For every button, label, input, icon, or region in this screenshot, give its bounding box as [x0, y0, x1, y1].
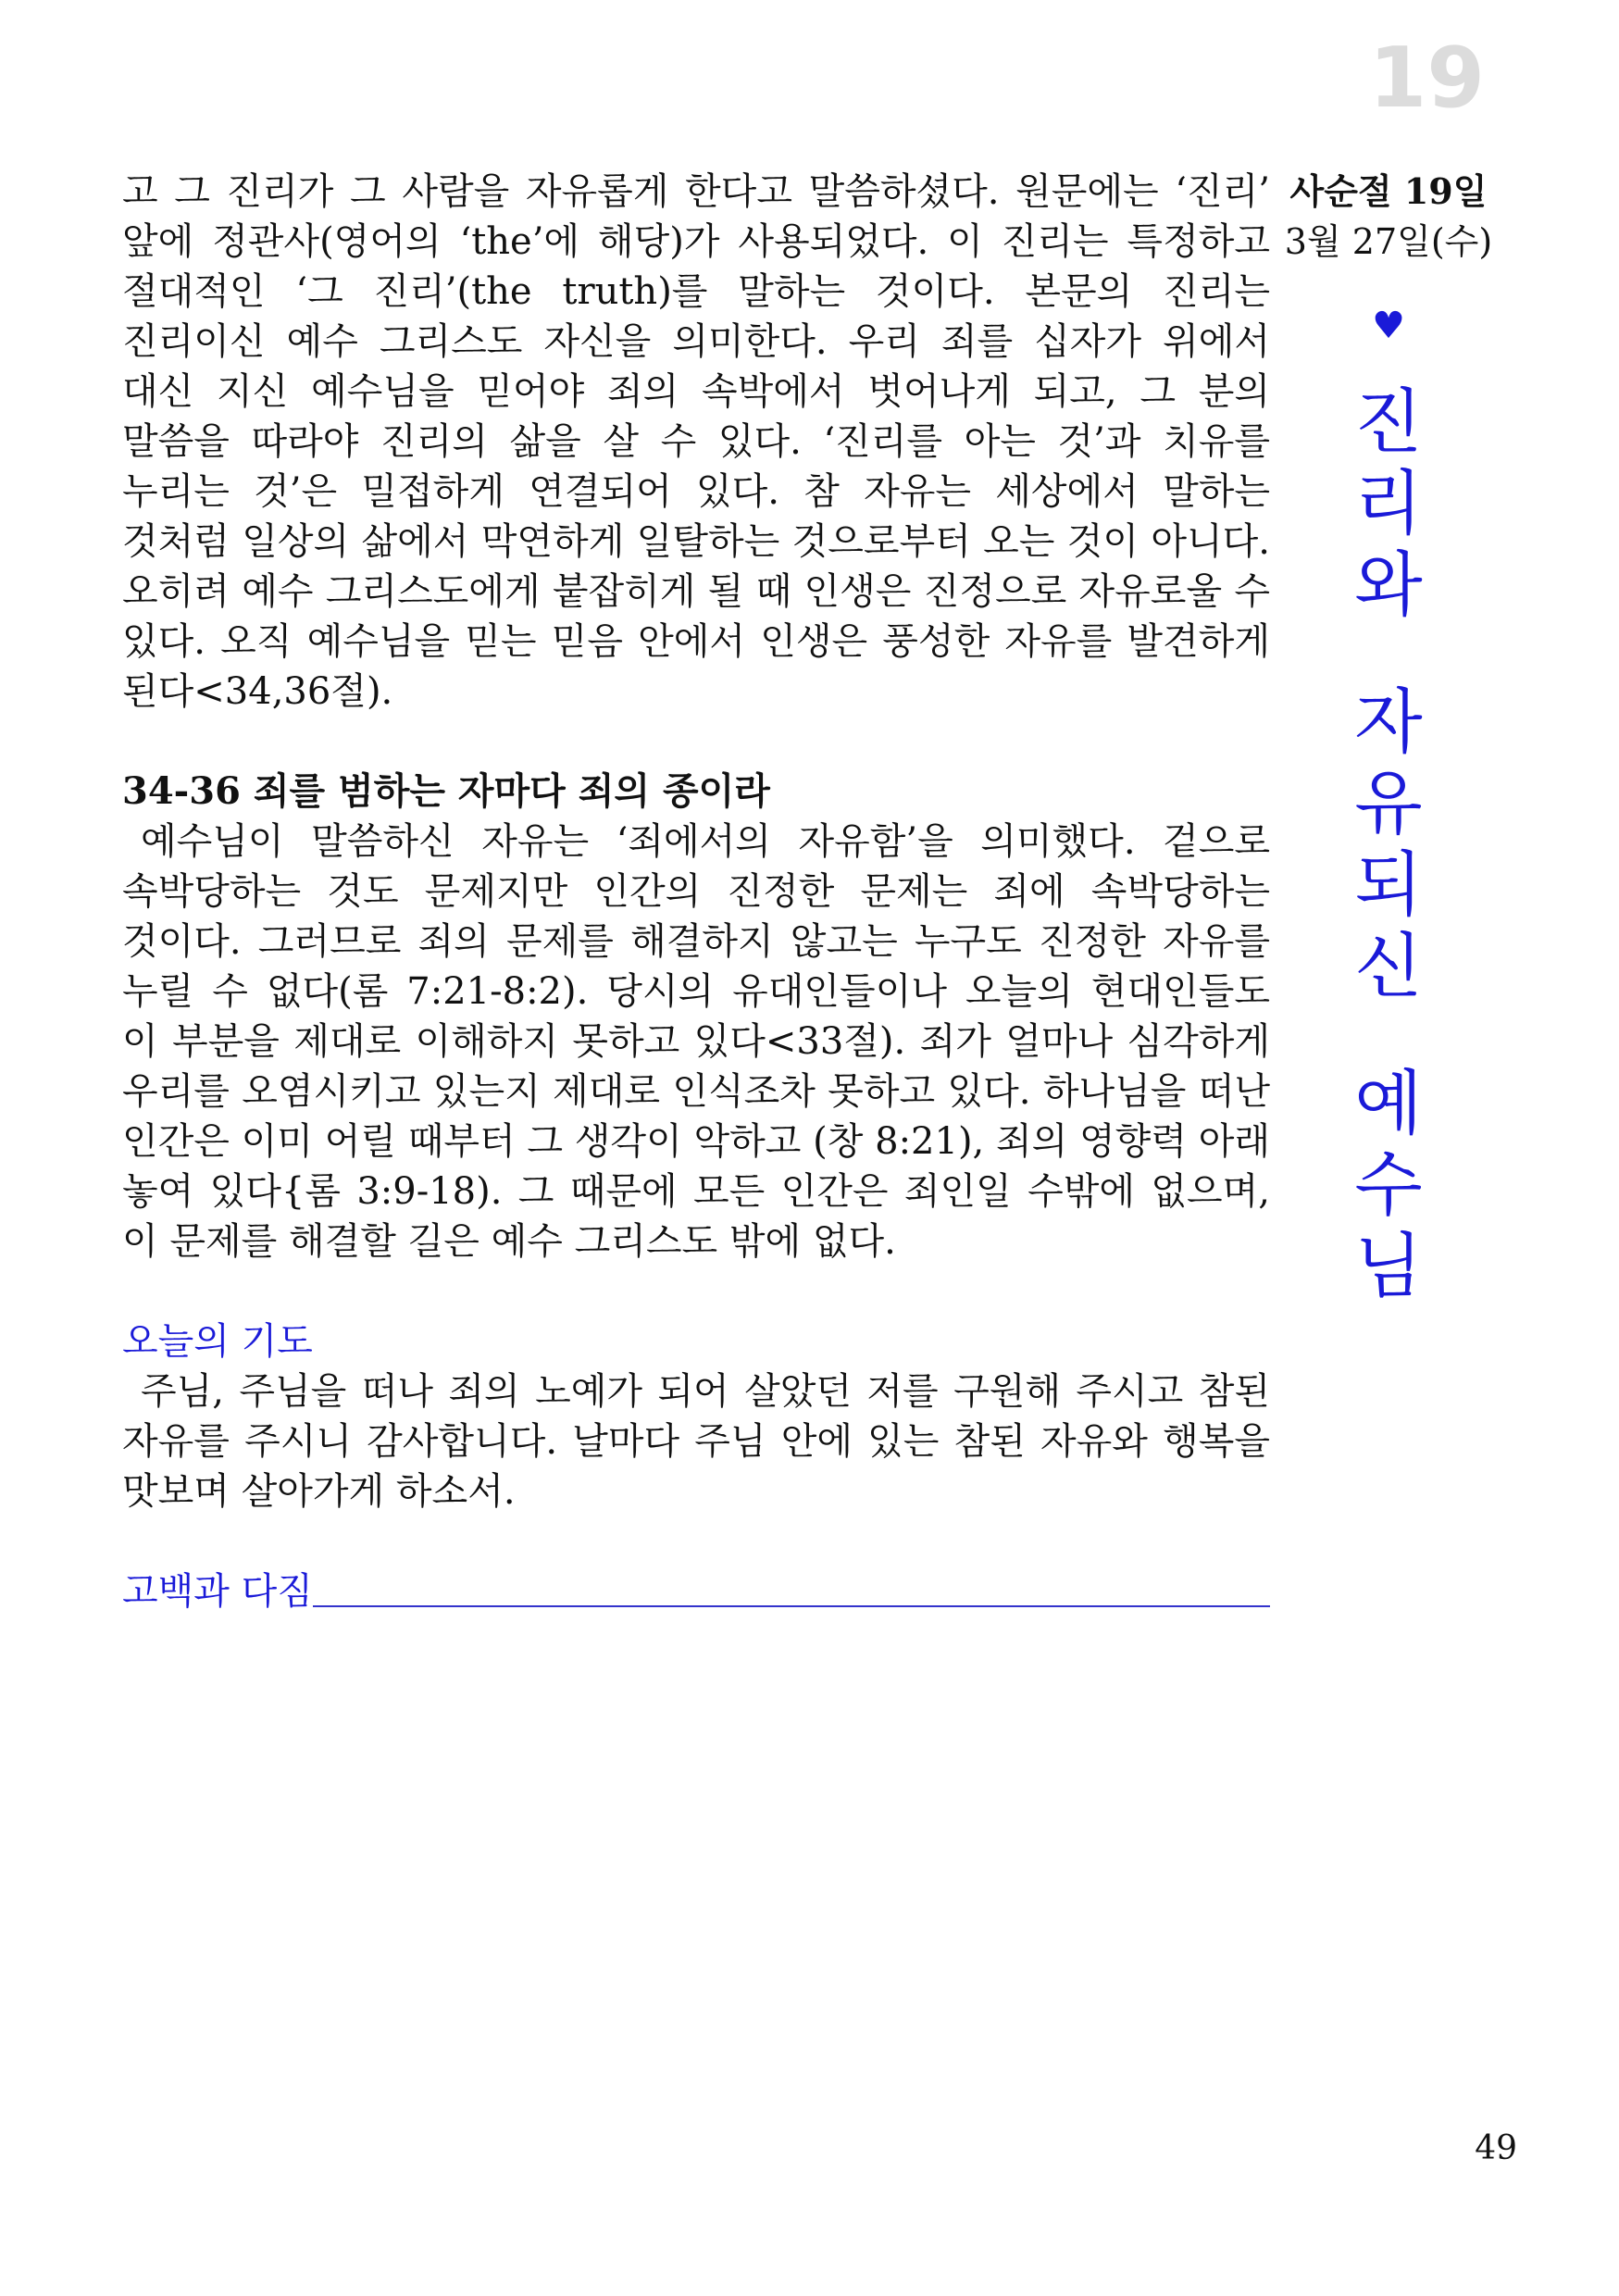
confession-write-line[interactable]: [313, 1603, 1270, 1607]
title-char: 유: [1354, 762, 1423, 844]
title-char: 자: [1354, 680, 1423, 763]
title-char: 리: [1354, 462, 1423, 544]
page-number: 49: [1475, 2129, 1517, 2167]
lent-day-label: 사순절 19일: [1289, 170, 1488, 212]
title-char: 신: [1354, 925, 1423, 1007]
title-char: 예: [1354, 1062, 1423, 1144]
title-char: 되: [1354, 843, 1423, 926]
prayer-text: 주님, 주님을 떠나 죄의 노예가 되어 살았던 저를 구원해 주시고 참된 자유를 주시니 감사합니다. 날마다 주님 안에 있는 참된 자유와 행복을 맛보며 살아가게 하소서.: [122, 1370, 1270, 1513]
prayer-heading: 오늘의 기도: [122, 1320, 313, 1363]
title-char: 진: [1354, 381, 1423, 463]
title-char: 님: [1354, 1225, 1423, 1307]
date-label: 3월 27일(수): [1284, 221, 1493, 262]
confession-section: [122, 1566, 1270, 1616]
title-char: 와: [1354, 543, 1423, 626]
title-char: 수: [1354, 1143, 1423, 1226]
body-paragraph-2: 예수님이 말씀하신 자유는 ‘죄에서의 자유함’을 의미했다. 겉으로 속박당하는 것도 문제지만 인간의 진정한 문제는 죄에 속박당하는 것이다. 그러므로 죄의 문제를 해결하지 않고는 누구도 진정한 자유를 누릴 수 없다(롬 7:21-8:2). 당시의 유대인들이나 오늘의 현대인들도 이 부분을 제대로 이해하지 못하고 있다<33절). 죄가 얼마나 심각하게 우리를 오염시키고 있는지 제대로 인식조차 못하고 있다. 하나님을 떠난 인간은 이미 어릴 때부터 그 생각이 악하고 (창 8:21), 죄의 영향력 아래 놓여 있다{롬 3:9-18). 그 때문에 모든 인간은 죄인일 수밖에 없으며, 이 문제를 해결할 길은 예수 그리스도 밖에 없다.: [122, 820, 1270, 1263]
title-gap: [1277, 626, 1500, 681]
sidebar: [1277, 167, 1500, 1307]
section-heading: 34-36 죄를 범하는 자마다 죄의 종이라: [122, 769, 770, 813]
heart-icon: ♥: [1372, 305, 1405, 347]
day-number: 19: [1368, 30, 1485, 127]
body-paragraph-1: 고 그 진리가 그 사람을 자유롭게 한다고 말씀하셨다. 원문에는 ‘진리’ 앞에 정관사(영어의 ‘the’에 해당)가 사용되었다. 이 진리는 특정하고 절대적인 ‘그 진리’(the truth)를 말하는 것이다. 본문의 진리는 진리이신 예수 그리스도 자신을 의미한다. 우리 죄를 십자가 위에서 대신 지신 예수님을 믿어야 죄의 속박에서 벗어나게 되고, 그 분의 말씀을 따라야 진리의 삶을 살 수 있다. ‘진리를 아는 것’과 치유를 누리는 것’은 밀접하게 연결되어 있다. 참 자유는 세상에서 말하는 것처럼 일상의 삶에서 막연하게 일탈하는 것으로부터 오는 것이 아니다. 오히려 예수 그리스도에게 붙잡히게 될 때 인생은 진정으로 자유로울 수 있다. 오직 예수님을 믿는 믿음 안에서 인생은 풍성한 자유를 발견하게 된다<34,36절).: [122, 170, 1270, 713]
title-gap: [1277, 1007, 1500, 1063]
confession-label: 고백과 다짐: [122, 1570, 313, 1613]
main-content: [122, 167, 1270, 1616]
vertical-title: [1277, 381, 1500, 1307]
